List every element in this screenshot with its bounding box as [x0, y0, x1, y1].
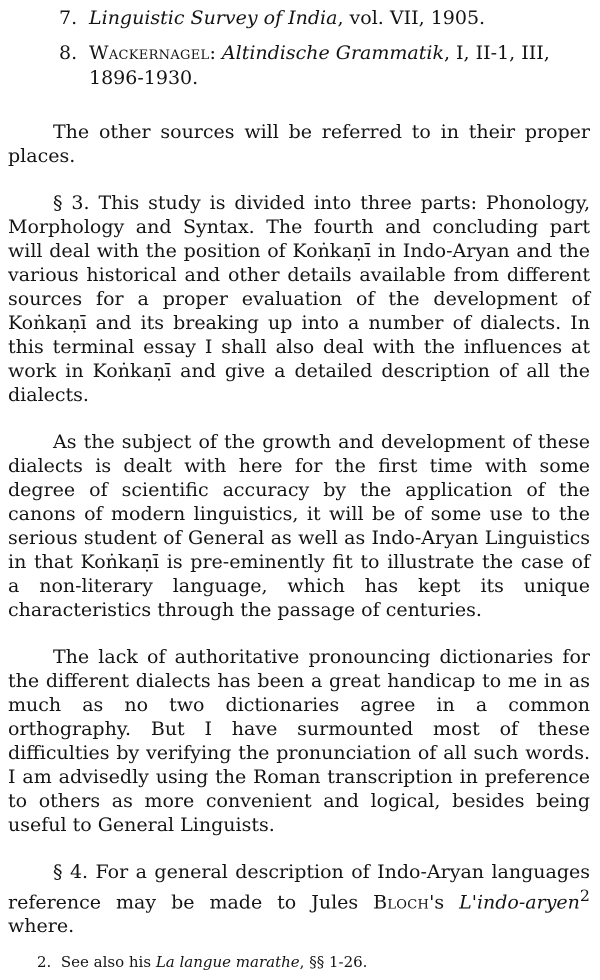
paragraph-dictionaries: The lack of authoritative pronouncing dictionaries for the different dialects has been a great handicap to me in as much as no two dictionaries agree in a common orthography. But I have surmounted most of these difficulties by verifying the pronunciation of all such words. I am advisedly using the Roman transcription in preference to others as more convenient and logical, besides being useful to General Linguists. [8, 646, 590, 836]
footnote-number: 2. [37, 953, 52, 971]
entry-text [89, 41, 592, 91]
paragraph-subject-growth: As the subject of the growth and development of these dialects is dealt with here for the first time with some degree of scientific accuracy by the application of the canons of modern linguistics, it will be of some use to the serious student of General as well as Indo-Aryan Linguistics in that Koṅkaṇī is pre-eminently fit to illustrate the case of a non-literary language, which has kept its unique characteristics through the passage of centuries. [8, 431, 590, 621]
footnote-reference: 2 [579, 886, 590, 905]
author-possessive: 's [429, 891, 460, 914]
entry-separator: : [209, 42, 222, 64]
entry-number: 8. [59, 42, 78, 64]
entry-details: , vol. VII, 1905. [337, 7, 486, 29]
section-4-text: § 4. For a general description of Indo-Aryan languages reference may be made to Jules [8, 861, 590, 914]
entry-details: , I, II-1, III, 1896-1930. [89, 42, 550, 89]
footnote-sections: , §§ 1-26. [299, 953, 368, 971]
footnote [37, 953, 367, 971]
bibliography-entry [8, 41, 592, 91]
entry-title: Altindische Grammatik [221, 42, 444, 64]
cited-title: L'indo-aryen [459, 891, 580, 914]
section-4-end: where. [8, 915, 75, 938]
bibliography-list [8, 6, 592, 91]
paragraph-section-3: § 3. This study is divided into three parts: Phonology, Morphology and Syntax. The fourth and concluding part will deal with the position of Koṅkaṇī in Indo-Aryan and the various historical and other details available from different sources for a proper evaluation of the development of Koṅkaṇī and its breaking up into a number of dialects. In this terminal essay I shall also deal with the influences at work in Koṅkaṇī and give a detailed description of all the dialects. [8, 192, 590, 406]
paragraph-other-sources: The other sources will be referred to in their proper places. [8, 121, 590, 167]
bibliography-entry [8, 6, 592, 31]
footnote-title: La langue marathe [155, 953, 300, 971]
entry-text [89, 6, 592, 31]
entry-number: 7. [59, 7, 78, 29]
entry-author: Wackernagel [89, 42, 210, 64]
entry-title: Linguistic Survey of India [89, 7, 338, 29]
cited-author: Bloch [373, 891, 430, 914]
footnote-text: See also his [60, 953, 156, 971]
paragraph-section-4 [8, 860, 592, 938]
